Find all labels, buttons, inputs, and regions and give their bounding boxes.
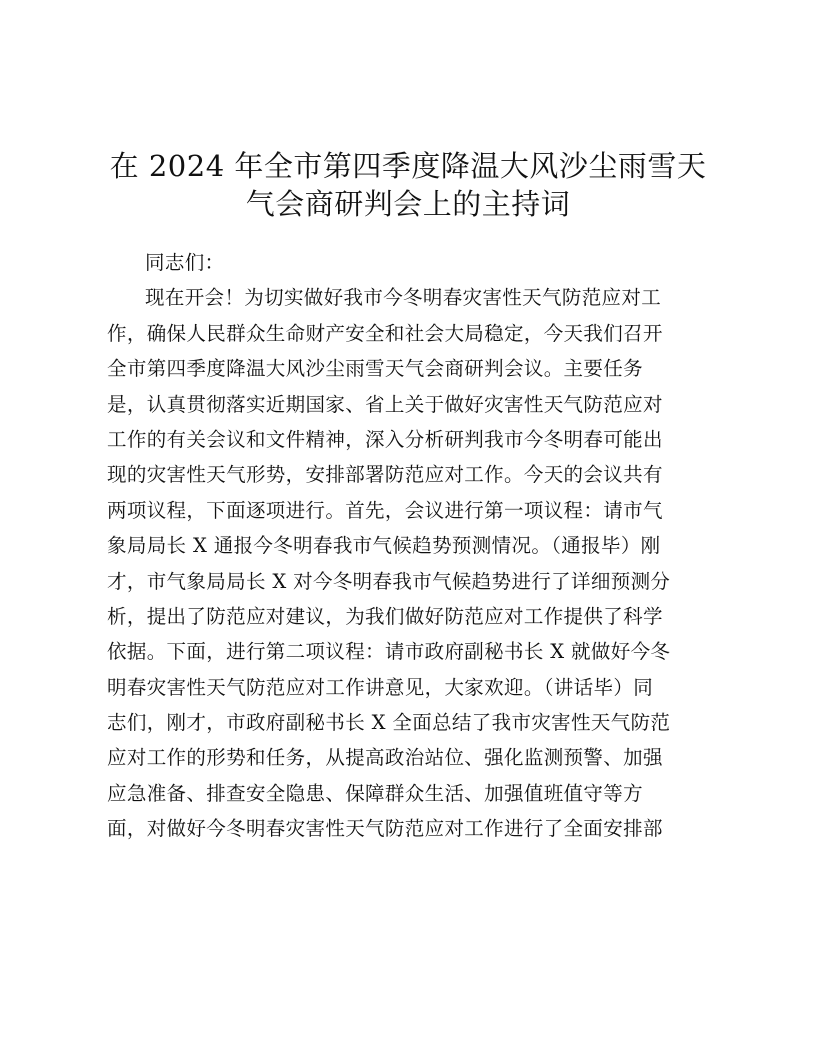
paragraph-line: 象局局长 X 通报今冬明春我市气候趋势预测情况。（通报毕）刚 (107, 534, 661, 558)
paragraph-line: 明春灾害性天气防范应对工作讲意见，大家欢迎。（讲话毕）同 (107, 675, 654, 699)
paragraph-line: 两项议程，下面逐项进行。首先，会议进行第一项议程：请市气 (107, 498, 663, 522)
document-body (107, 245, 713, 847)
title-line: 在 2024 年全市第四季度降温大风沙尘雨雪天 (109, 149, 707, 183)
paragraph-line: 全市第四季度降温大风沙尘雨雪天气会商研判会议。主要任务 (107, 357, 643, 381)
paragraph-line: 现在开会！为切实做好我市今冬明春灾害性天气防范应对工 (145, 286, 662, 310)
paragraph-line: 志们，刚才，市政府副秘书长 X 全面总结了我市灾害性天气防范 (107, 711, 671, 735)
paragraph-line: 作，确保人民群众生命财产安全和社会大局稳定，今天我们召开 (107, 321, 663, 345)
document-title (100, 147, 716, 223)
paragraph-line: 工作的有关会议和文件精神，深入分析研判我市今冬明春可能出 (107, 427, 663, 451)
paragraph-line: 才，市气象局局长 X 对今冬明春我市气候趋势进行了详细预测分 (107, 569, 671, 593)
paragraph-line: 应对工作的形势和任务，从提高政治站位、强化监测预警、加强 (107, 746, 663, 770)
paragraph-line: 是，认真贯彻落实近期国家、省上关于做好灾害性天气防范应对 (107, 392, 663, 416)
paragraph-line: 面，对做好今冬明春灾害性天气防范应对工作进行了全面安排部 (107, 817, 663, 841)
salutation: 同志们： (145, 251, 225, 274)
paragraph-line: 依据。下面，进行第二项议程：请市政府副秘书长 X 就做好今冬 (107, 640, 671, 664)
paragraph-line: 现的灾害性天气形势，安排部署防范应对工作。今天的会议共有 (107, 463, 663, 487)
title-line: 气会商研判会上的主持词 (245, 187, 571, 221)
paragraph-line: 应急准备、排查安全隐患、保障群众生活、加强值班值守等方 (107, 781, 643, 805)
paragraph-line: 析，提出了防范应对建议，为我们做好防范应对工作提供了科学 (107, 604, 663, 628)
